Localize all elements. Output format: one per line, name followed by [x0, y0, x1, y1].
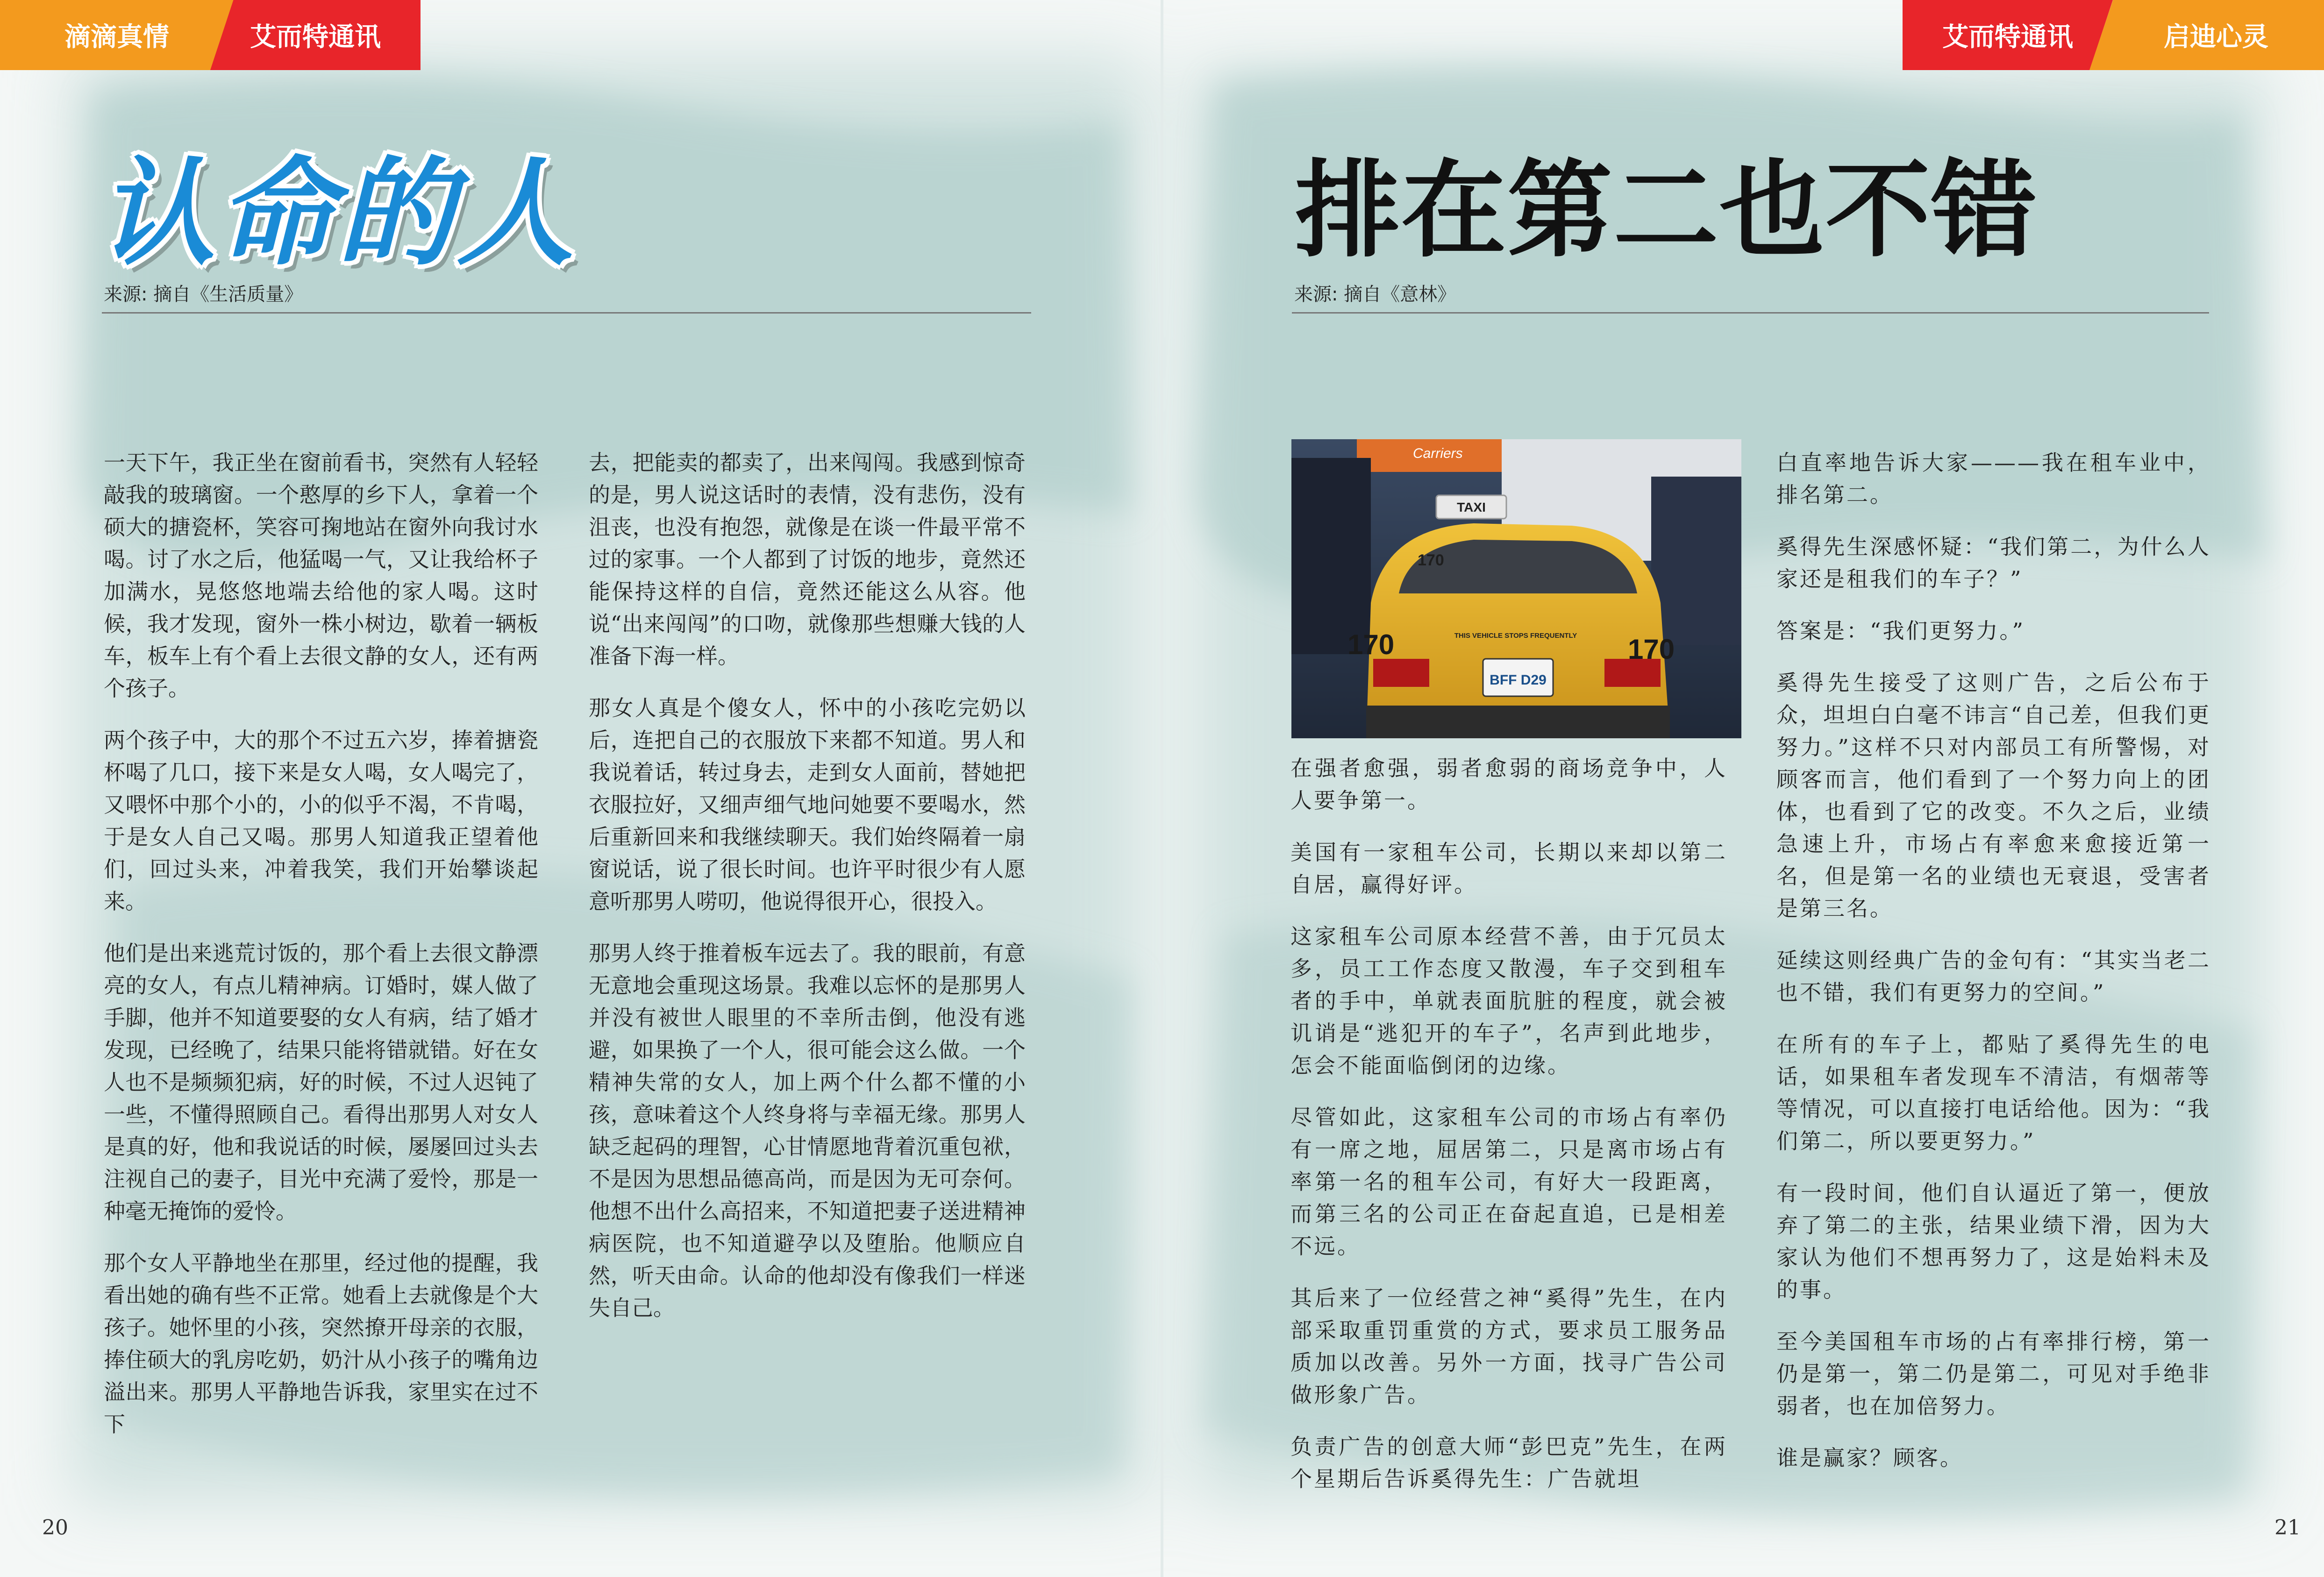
page-number: 20	[42, 1516, 68, 1540]
paragraph: 那女人真是个傻女人，怀中的小孩吃完奶以后，连把自己的衣服放下来都不知道。男人和我说着话，转过身去，走到女人面前，替她把衣服拉好，又细声细气地问她要不要喝水，然后重新回来和我继续聊天。我们始终隔着一扇窗说话，说了很长时间。也许平时很少有人愿意听那男人唠叨，他说得很开心，很投入。	[589, 692, 1026, 918]
paragraph: 白直率地告诉大家———我在租车业中，排名第二。	[1776, 447, 2211, 511]
paragraph: 那个女人平静地坐在那里，经过他的提醒，我看出她的确有些不正常。她看上去就像是个大孩子。她怀里的小孩，突然撩开母亲的衣服，捧住硕大的乳房吃奶，奶汁从小孩子的嘴角边溢出来。那男人平静地告诉我，家里实在过不下	[104, 1247, 538, 1441]
truck-brand: Carriers	[1413, 446, 1463, 461]
publication-tab-label: 艾而特通讯	[1942, 16, 2073, 54]
article-title: 认命的人	[98, 119, 577, 287]
article-source: 来源: 摘自《生活质量》	[104, 279, 303, 306]
paragraph: 一天下午，我正坐在窗前看书，突然有人轻轻敲我的玻璃窗。一个憨厚的乡下人，拿着一个硕大的搪瓷杯，笑容可掬地站在窗外向我讨水喝。讨了水之后，他猛喝一气，又让我给杯子加满水，晃悠悠地端去给他的家人喝。这时候，我才发现，窗外一株小树边，歇着一辆板车，板车上有个看上去很文静的女人，还有两个孩子。	[104, 447, 538, 705]
paragraph: 奚得先生深感怀疑：“我们第二，为什么人家还是租我们的车子？”	[1776, 531, 2211, 595]
cab-number-window: 170	[1418, 551, 1444, 569]
paragraph: 尽管如此，这家租车公司的市场占有率仍有一席之地，屈居第二，只是离市场占有率第一名的租车公司，有好大一段距离，而第三名的公司正在奋起直追，已是相差不远。	[1290, 1101, 1727, 1263]
page-number: 21	[2274, 1516, 2301, 1540]
paragraph: 两个孩子中，大的那个不过五六岁，捧着搪瓷杯喝了几口，接下来是女人喝，女人喝完了，又喂怀中那个小的，小的似乎不渴，不肯喝，于是女人自己又喝。那男人知道我正望着他们，回过头来，冲着我笑，我们开始攀谈起来。	[104, 724, 538, 918]
section-tab-label: 启迪心灵	[2164, 16, 2268, 54]
publication-tab-label: 艾而特通讯	[250, 16, 381, 54]
paragraph: 他们是出来逃荒讨饭的，那个看上去很文静漂亮的女人，有点儿精神病。订婚时，媒人做了手脚，他并不知道要娶的女人有病，结了婚才发现，已经晚了，结果只能将错就错。好在女人也不是频频犯病，好的时候，不过人迟钝了一些，不懂得照顾自己。看得出那男人对女人是真的好，他和我说话的时候，屡屡回过头去注视自己的妻子，目光中充满了爱怜，那是一种毫无掩饰的爱怜。	[104, 937, 538, 1227]
article-source: 来源: 摘自《意林》	[1294, 279, 1456, 306]
cab-number-right: 170	[1628, 634, 1675, 665]
license-plate: BFF D29	[1490, 672, 1547, 688]
paragraph: 这家租车公司原本经营不善，由于冗员太多，员工工作态度又散漫，车子交到租车者的手中，单就表面肮脏的程度，就会被讥诮是“逃犯开的车子”，名声到此地步，怎会不能面临倒闭的边缘。	[1290, 921, 1727, 1082]
section-tab-label: 滴滴真情	[64, 16, 169, 54]
article-title: 排在第二也不错	[1295, 126, 2038, 277]
trunk-notice: THIS VEHICLE STOPS FREQUENTLY	[1454, 632, 1577, 640]
paragraph: 那男人终于推着板车远去了。我的眼前，有意无意地会重现这场景。我难以忘怀的是那男人并没有被世人眼里的不幸所击倒，他没有逃避，如果换了一个人，很可能会这么做。一个精神失常的女人，加上两个什么都不懂的小孩，意味着这个人终身将与幸福无缘。那男人缺乏起码的理智，心甘情愿地背着沉重包袱，不是因为思想品德高尚，而是因为无可奈何。他想不出什么高招来，不知道把妻子送进精神病医院，也不知道避孕以及堕胎。他顺应自然，听天由命。认命的他却没有像我们一样迷失自己。	[589, 937, 1026, 1324]
paragraph: 在强者愈强，弱者愈弱的商场竞争中，人人要争第一。	[1290, 752, 1727, 817]
paragraph: 答案是：“我们更努力。”	[1776, 615, 2211, 647]
paragraph: 奚得先生接受了这则广告，之后公布于众，坦坦白白毫不讳言“自己差，但我们更努力。”这样不只对内部员工有所警惕，对顾客而言，他们看到了一个努力向上的团体，也看到了它的改变。不久之后，业绩急速上升，市场占有率愈来愈接近第一名，但是第一名的业绩也无衰退，受害者是第三名。	[1776, 667, 2211, 925]
paragraph: 其后来了一位经营之神“奚得”先生，在内部采取重罚重赏的方式，要求员工服务品质加以改善。另外一方面，找寻广告公司做形象广告。	[1290, 1282, 1727, 1411]
paragraph: 美国有一家租车公司，长期以来却以第二自居，赢得好评。	[1290, 836, 1727, 901]
paragraph: 谁是赢家？顾客。	[1776, 1442, 2211, 1474]
paragraph: 有一段时间，他们自认逼近了第一，便放弃了第二的主张，结果业绩下滑，因为大家认为他们不想再努力了，这是始料未及的事。	[1776, 1177, 2211, 1306]
paragraph: 至今美国租车市场的占有率排行榜，第一仍是第一，第二仍是第二，可见对手绝非弱者，也在加倍努力。	[1776, 1326, 2211, 1422]
cab-number-left: 170	[1347, 629, 1394, 660]
paragraph: 在所有的车子上，都贴了奚得先生的电话，如果租车者发现车不清洁，有烟蒂等等情况，可以直接打电话给他。因为：“我们第二，所以要更努力。”	[1776, 1028, 2211, 1157]
paragraph: 去，把能卖的都卖了，出来闯闯。我感到惊奇的是，男人说这话时的表情，没有悲伤，没有沮丧，也没有抱怨，就像是在谈一件最平常不过的家事。一个人都到了讨饭的地步，竟然还能保持这样的自信，竟然还能这么从容。他说“出来闯闯”的口吻，就像那些想赚大钱的人准备下海一样。	[589, 447, 1026, 672]
paragraph: 负责广告的创意大师“彭巴克”先生，在两个星期后告诉奚得先生：广告就坦	[1290, 1431, 1727, 1495]
taxi-sign: TAXI	[1457, 500, 1486, 514]
paragraph: 延续这则经典广告的金句有：“其实当老二也不错，我们有更努力的空间。”	[1776, 944, 2211, 1009]
